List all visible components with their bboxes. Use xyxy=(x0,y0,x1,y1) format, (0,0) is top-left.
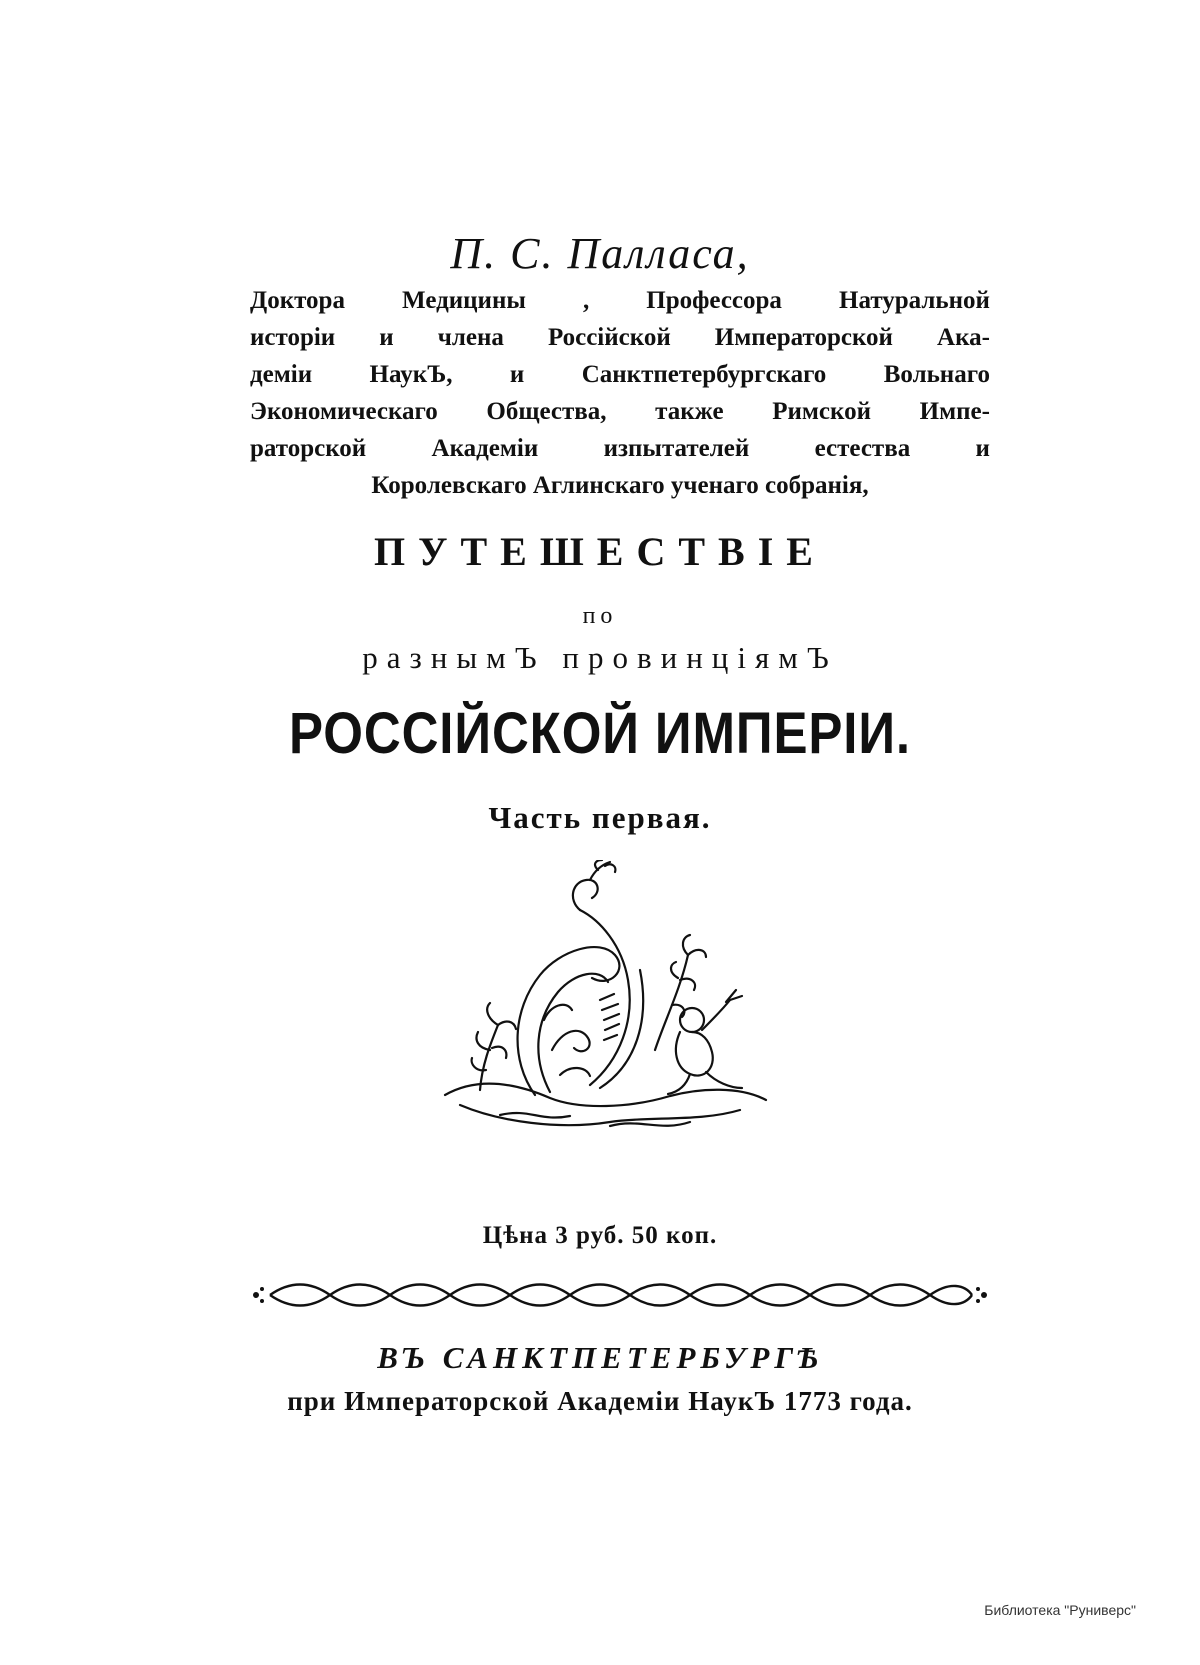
vignette-ornament xyxy=(440,860,770,1140)
empire-title: РОССІЙСКОЙ ИМПЕРІИ. xyxy=(289,701,911,766)
imprint-line: при Императорской Академіи НаукЪ 1773 года. xyxy=(287,1386,913,1416)
work-title: ПУТЕШЕСТВІЕ xyxy=(374,529,826,574)
part-label: Часть первая. xyxy=(488,800,712,835)
provinces-line: разнымЪ провинціямЪ xyxy=(362,640,838,675)
author-name: П. С. Палласа, xyxy=(450,229,750,278)
library-credit: Библиотека "Руниверс" xyxy=(984,1602,1136,1618)
preposition: по xyxy=(582,603,618,629)
imprint-place: ВЪ САНКТПЕТЕРБУРГѢ xyxy=(377,1340,823,1375)
ornamental-rule xyxy=(250,1275,990,1315)
price-line: Цѣна 3 руб. 50 коп. xyxy=(482,1222,718,1249)
author-titles-line: Доктора Медицины , Профессора Натуральной xyxy=(250,287,990,314)
author-titles-line: Королевскаго Аглинскаго ученаго собранія, xyxy=(371,472,869,499)
author-titles-line: деміи НаукЪ, и Санктпетербургскаго Вольнаго xyxy=(250,361,990,388)
author-titles-line: Экономическаго Общества, также Римской Импе- xyxy=(250,398,990,425)
author-titles xyxy=(250,282,990,504)
author-titles-line: раторской Академіи изпытателей естества и xyxy=(250,435,990,462)
author-titles-line: исторіи и члена Россійской Императорской Ака- xyxy=(250,324,990,351)
